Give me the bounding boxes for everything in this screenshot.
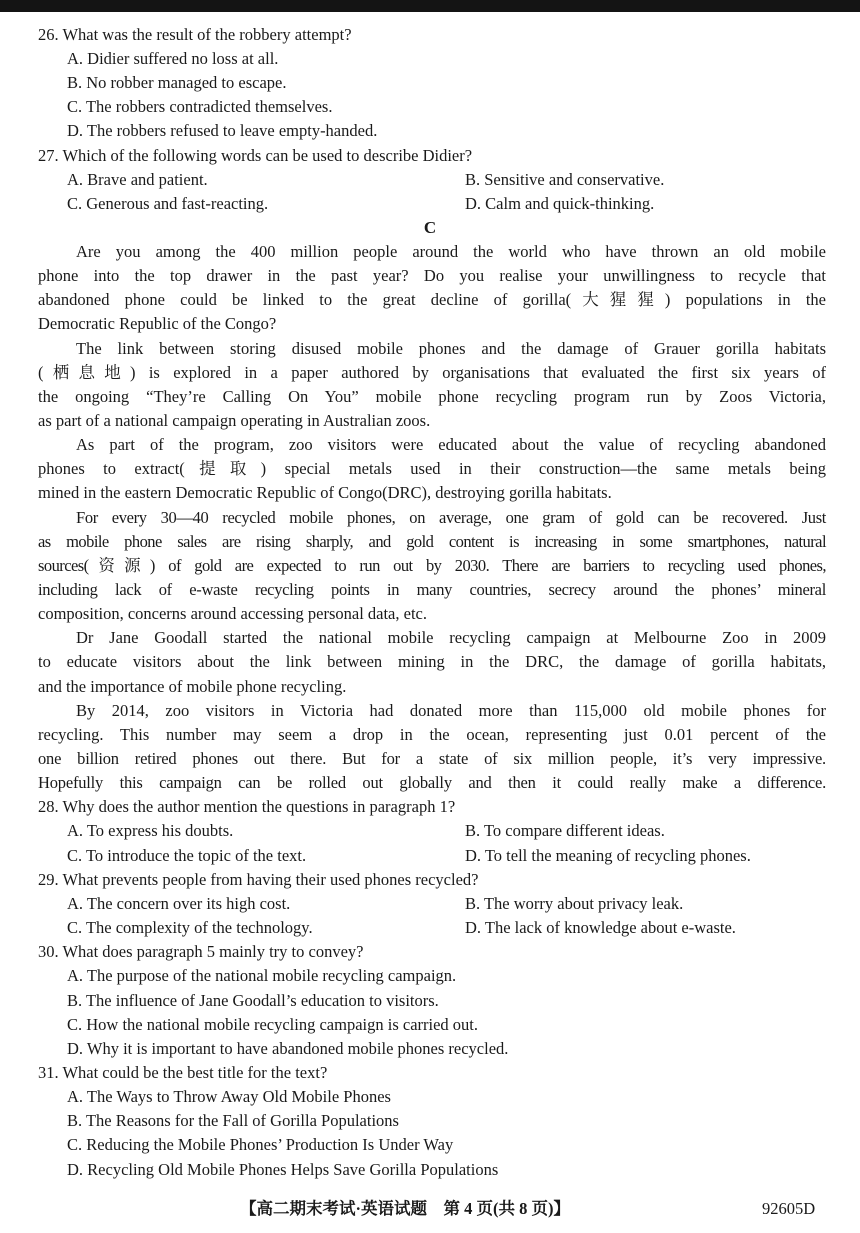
- passage-line: Hopefully this campaign can be rolled out globally and then it could really make a difference.: [38, 773, 826, 792]
- passage-line: one billion retired phones out there. But for a state of six million people, it’s very impressive.: [38, 749, 826, 768]
- passage-line: Are you among the 400 million people around the world who have thrown an old mobile: [76, 242, 826, 261]
- passage-line: sources(资源) of gold are expected to run out by 2030. There are barriers to recycling used phones,: [38, 556, 826, 575]
- question-30-option-c: C. How the national mobile recycling campaign is carried out.: [67, 1015, 479, 1034]
- question-26-option-a: A. Didier suffered no loss at all.: [67, 49, 279, 68]
- question-29-option-d: D. The lack of knowledge about e-waste.: [465, 918, 736, 937]
- passage-line: as mobile phone sales are rising sharply, and gold content is increasing in some smartphones, natural: [38, 532, 826, 551]
- passage-line: abandoned phone could be linked to the great decline of gorilla(大猩猩) populations in the: [38, 290, 826, 309]
- passage-line: (栖息地) is explored in a paper authored by organisations that evaluated the first six years of: [38, 363, 826, 382]
- question-29-option-b: B. The worry about privacy leak.: [465, 894, 684, 913]
- passage-line: phones to extract(提取) special metals used in their construction—the same metals being: [38, 459, 826, 478]
- page-footer-title: 【高二期末考试·英语试题 第 4 页(共 8 页)】: [240, 1199, 570, 1218]
- passage-line: For every 30—40 recycled mobile phones, on average, one gram of gold can be recovered. Just: [76, 508, 826, 527]
- question-29-option-a: A. The concern over its high cost.: [67, 894, 291, 913]
- question-31-option-c: C. Reducing the Mobile Phones’ Production Is Under Way: [67, 1135, 454, 1154]
- question-29-stem: 29. What prevents people from having their used phones recycled?: [38, 870, 479, 889]
- passage-line: mined in the eastern Democratic Republic of Congo(DRC), destroying gorilla habitats.: [38, 483, 612, 502]
- question-29-option-c: C. The complexity of the technology.: [67, 918, 313, 937]
- passage-line: including lack of e-waste recycling points in many countries, secrecy around the phones’ mineral: [38, 580, 826, 599]
- question-26-option-c: C. The robbers contradicted themselves.: [67, 97, 333, 116]
- passage-line: to educate visitors about the link between mining in the DRC, the damage of gorilla habitats,: [38, 652, 826, 671]
- question-27-option-c: C. Generous and fast-reacting.: [67, 194, 269, 213]
- question-28-option-a: A. To express his doubts.: [67, 821, 234, 840]
- passage-heading: C: [423, 218, 437, 237]
- question-28-option-b: B. To compare different ideas.: [465, 821, 665, 840]
- question-28-option-c: C. To introduce the topic of the text.: [67, 846, 307, 865]
- passage-line: Dr Jane Goodall started the national mobile recycling campaign at Melbourne Zoo in 2009: [76, 628, 826, 647]
- question-28-option-d: D. To tell the meaning of recycling phones.: [465, 846, 751, 865]
- question-31-stem: 31. What could be the best title for the text?: [38, 1063, 328, 1082]
- passage-line: The link between storing disused mobile phones and the damage of Grauer gorilla habitats: [76, 339, 826, 358]
- passage-line: recycling. This number may seem a drop in the ocean, representing just 0.01 percent of the: [38, 725, 826, 744]
- page-footer-code: 92605D: [762, 1199, 816, 1218]
- question-26-stem: 26. What was the result of the robbery attempt?: [38, 25, 352, 44]
- question-31-option-d: D. Recycling Old Mobile Phones Helps Save Gorilla Populations: [67, 1160, 499, 1179]
- passage-line: composition, concerns around accessing personal data, etc.: [38, 604, 427, 623]
- question-30-option-b: B. The influence of Jane Goodall’s education to visitors.: [67, 991, 439, 1010]
- question-27-stem: 27. Which of the following words can be used to describe Didier?: [38, 146, 473, 165]
- top-border: [0, 0, 860, 12]
- passage-line: As part of the program, zoo visitors were educated about the value of recycling abandoned: [76, 435, 826, 454]
- question-27-option-d: D. Calm and quick-thinking.: [465, 194, 655, 213]
- question-27-option-a: A. Brave and patient.: [67, 170, 208, 189]
- question-30-option-a: A. The purpose of the national mobile recycling campaign.: [67, 966, 457, 985]
- question-27-option-b: B. Sensitive and conservative.: [465, 170, 665, 189]
- question-31-option-a: A. The Ways to Throw Away Old Mobile Phones: [67, 1087, 391, 1106]
- passage-line: and the importance of mobile phone recycling.: [38, 677, 347, 696]
- question-26-option-d: D. The robbers refused to leave empty-handed.: [67, 121, 378, 140]
- passage-line: By 2014, zoo visitors in Victoria had donated more than 115,000 old mobile phones for: [76, 701, 826, 720]
- question-28-stem: 28. Why does the author mention the questions in paragraph 1?: [38, 797, 456, 816]
- passage-line: the ongoing “They’re Calling On You” mobile phone recycling program run by Zoos Victoria,: [38, 387, 826, 406]
- question-26-option-b: B. No robber managed to escape.: [67, 73, 287, 92]
- passage-line: as part of a national campaign operating in Australian zoos.: [38, 411, 431, 430]
- question-30-stem: 30. What does paragraph 5 mainly try to convey?: [38, 942, 364, 961]
- passage-line: Democratic Republic of the Congo?: [38, 314, 277, 333]
- question-30-option-d: D. Why it is important to have abandoned mobile phones recycled.: [67, 1039, 509, 1058]
- passage-line: phone into the top drawer in the past year? Do you realise your unwillingness to recycle that: [38, 266, 826, 285]
- question-31-option-b: B. The Reasons for the Fall of Gorilla Populations: [67, 1111, 399, 1130]
